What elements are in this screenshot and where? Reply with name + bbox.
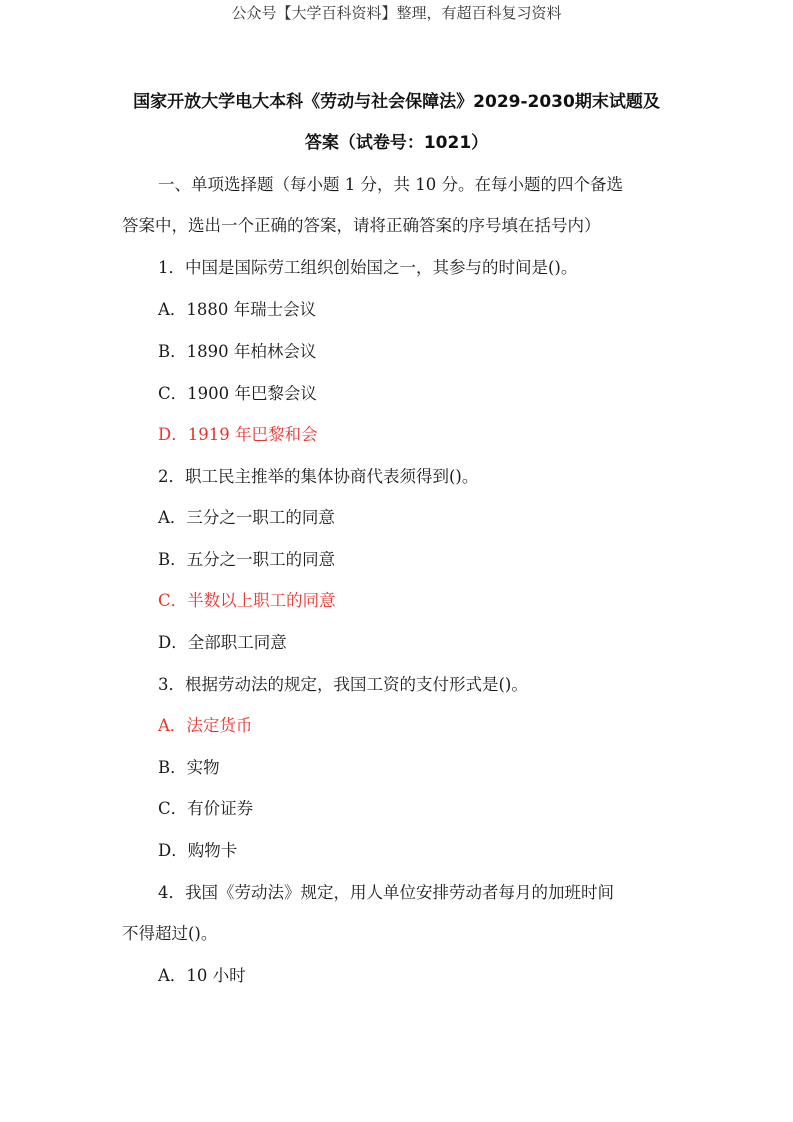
question-3-option-b: B．实物 [158, 758, 220, 777]
question-3-option-d: D．购物卡 [158, 841, 238, 860]
question-3-option-a-correct: A．法定货币 [158, 716, 253, 735]
question-2-option-d: D．全部职工同意 [158, 633, 287, 652]
question-2-stem: 2．职工民主推举的集体协商代表须得到()。 [158, 467, 479, 486]
document-title-line-1: 国家开放大学电大本科《劳动与社会保障法》2029-2030期末试题及 [133, 92, 660, 112]
question-4-option-a: A．10 小时 [158, 966, 246, 985]
question-1-option-d-correct: D．1919 年巴黎和会 [158, 425, 318, 444]
document-title-line-2: 答案（试卷号：1021） [304, 133, 489, 153]
question-1-option-b: B．1890 年柏林会议 [158, 342, 317, 361]
question-4-stem-line-1: 4．我国《劳动法》规定，用人单位安排劳动者每月的加班时间 [158, 883, 614, 902]
header-note: 公众号【大学百科资料】整理，有超百科复习资料 [231, 4, 562, 22]
question-1-option-a: A．1880 年瑞士会议 [158, 300, 317, 319]
question-3-stem: 3．根据劳动法的规定，我国工资的支付形式是()。 [158, 675, 528, 694]
question-3-option-c: C．有价证券 [158, 799, 254, 818]
question-2-option-b: B．五分之一职工的同意 [158, 550, 336, 569]
question-2-option-a: A．三分之一职工的同意 [158, 508, 335, 527]
question-1-option-c: C．1900 年巴黎会议 [158, 384, 317, 403]
question-2-option-c-correct: C．半数以上职工的同意 [158, 591, 336, 610]
section-intro-line-1: 一、单项选择题（每小题 1 分，共 10 分。在每小题的四个备选 [158, 175, 623, 194]
question-4-stem-line-2: 不得超过()。 [122, 924, 218, 943]
section-intro-line-2: 答案中，选出一个正确的答案，请将正确答案的序号填在括号内） [122, 216, 601, 235]
question-1-stem: 1．中国是国际劳工组织创始国之一，其参与的时间是()。 [158, 258, 578, 277]
